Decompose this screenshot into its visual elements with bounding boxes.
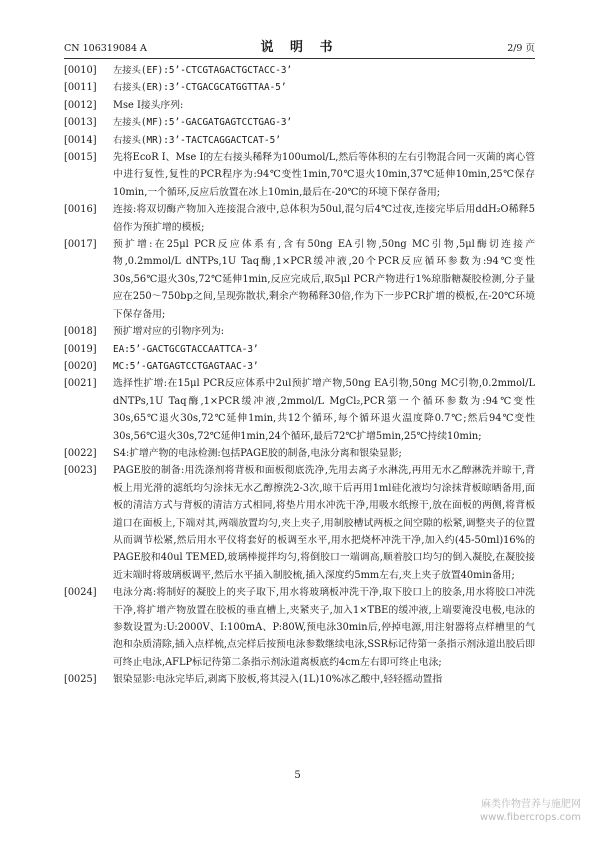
paragraph-text: 银染显影:电泳完毕后,剥离下胶板,将其浸入(1L)10%冰乙酸中,轻轻摇动置指 — [113, 674, 443, 686]
paragraph — [64, 584, 535, 671]
document-body — [64, 62, 535, 689]
paragraph-number: [0019] — [64, 343, 97, 355]
paragraph-text: EA:5’-GACTGCGTACCAATTCA-3’ — [113, 343, 259, 355]
paragraph-number: [0015] — [64, 152, 97, 164]
paragraph — [64, 201, 535, 236]
paragraph-number: [0013] — [64, 117, 97, 129]
paragraph — [64, 79, 535, 96]
watermark-site-name: 麻类作物营养与施肥网 — [481, 799, 581, 810]
paragraph — [64, 445, 535, 462]
page-header — [64, 36, 535, 59]
paragraph-text: 预扩增:在25μl PCR反应体系有,含有50ng EA引物,50ng MC引物,5μl酶切连接产物,0.2mmol/L dNTPs,1U Taq酶,1×PCR缓冲液,20个PCR反应循环参数为:94℃变性30s,56℃退火30s,72℃延伸1min,反应完成后,取5μl PCR产物进行1%琼脂糖凝胶检测,分子量应在250～750bp之间,呈现弥散状,剩余产物稀释30倍,作为下一步PCR扩增的模板,在-20℃环境下保存备用; — [113, 239, 535, 320]
paragraph-number: [0021] — [64, 378, 97, 390]
page-number: 5 — [294, 770, 301, 781]
paragraph — [64, 671, 535, 688]
paragraph — [64, 114, 535, 131]
paragraph-number: [0018] — [64, 326, 97, 338]
paragraph-text: 左接头(EF):5’-CTCGTAGACTGCTACC-3’ — [113, 65, 293, 76]
document-title: 说 明 书 — [260, 40, 339, 55]
paragraph-number: [0016] — [64, 204, 97, 216]
paragraph-text: 预扩增对应的引物序列为: — [113, 326, 225, 338]
paragraph-text: 右接头(MR):3’-TACTCAGGACTCAT-5’ — [113, 134, 281, 146]
paragraph — [64, 462, 535, 584]
paragraph-text: 左接头(MF):5’-GACGATGAGTCCTGAG-3’ — [113, 117, 293, 129]
paragraph-number: [0023] — [64, 465, 97, 477]
paragraph-text: 先将EcoR Ⅰ、Mse Ⅰ的左右接头稀释为100umol/L,然后等体积的左右引物混合同一灭菌的离心管中进行复性,复性的PCR程序为:94℃变性1min,70℃退火10min,37℃延伸10min,25℃保存10min,一个循环,反应后放置在冰上10min,最后在-20℃的环境下保存备用; — [113, 152, 535, 198]
paragraph-number: [0024] — [64, 587, 97, 599]
paragraph-text: MC:5’-GATGAGTCCTGAGTAAC-3’ — [113, 360, 259, 372]
paragraph — [64, 149, 535, 201]
paragraph-text: 电泳分离:将制好的凝胶上的夹子取下,用水将玻璃板冲洗干净,取下胶口上的胶条,用水将胶口冲洗干净,将扩增产物放置在胶板的垂直槽上,夹紧夹子,加入1×TBE的缓冲液,上端要淹没电极,电泳的参数设置为:U:2000V、I:100mA、P:80W,预电泳30min后,停掉电源,用注射器将点样槽里的气泡和杂质清除,插入点样梳,点完样后按预电泳参数继续电泳,SSR标记待第一条指示剂泳道出胶后即可终止电泳,AFLP标记待第二条指示剂泳道离板底约4cm左右即可终止电泳; — [113, 587, 535, 668]
paragraph — [64, 236, 535, 323]
paragraph-text: 右接头(ER):3’-CTGACGCATGGTTAA-5’ — [113, 82, 287, 94]
paragraph-text: 连接:将双切酶产物加入连接混合液中,总体积为50ul,混匀后4℃过夜,连接完毕后用ddH₂O稀释5倍作为预扩增的模板; — [113, 204, 535, 233]
page-indicator: 2/9 页 — [507, 43, 535, 54]
paragraph — [64, 132, 535, 149]
watermark-url: www.fibercrops.com — [479, 812, 581, 823]
paragraph — [64, 323, 535, 340]
paragraph-number: [0011] — [64, 82, 97, 94]
paragraph-number: [0010] — [64, 65, 97, 76]
paragraph-number: [0020] — [64, 360, 97, 372]
watermark — [480, 798, 581, 824]
paragraph-text: 选择性扩增:在15μl PCR反应体系中2ul预扩增产物,50ng EA引物,50ng MC引物,0.2mmol/L dNTPs,1U Taq酶,1×PCR缓冲液,2mmol/L MgCl₂,PCR第一个循环参数为:94℃变性30s,65℃退火30s,72℃延伸1min,共12个循环,每个循环退火温度降0.7℃;然后94℃变性30s,56℃退火30s,72℃延伸1min,24个循环,最后72℃扩增5min,25℃持续10min; — [113, 378, 535, 442]
paragraph-number: [0022] — [64, 447, 97, 459]
paragraph-number: [0012] — [64, 99, 97, 111]
paragraph — [64, 358, 535, 375]
paragraph-text: Mse Ⅰ接头序列: — [113, 99, 184, 111]
paragraph — [64, 97, 535, 114]
paragraph-number: [0025] — [64, 674, 97, 686]
paragraph — [64, 341, 535, 358]
paragraph-number: [0014] — [64, 134, 97, 146]
paragraph — [64, 62, 535, 79]
paragraph-number: [0017] — [64, 239, 97, 251]
paragraph-text: S4:扩增产物的电泳检测:包括PAGE胶的制备,电泳分离和银染显影; — [113, 447, 402, 459]
paragraph-text: PAGE胶的制备:用洗涤剂将背板和面板彻底洗净,先用去离子水淋洗,再用无水乙醇淋洗并晾干,背板上用光滑的滤纸均匀涂抹无水乙醇擦洗2-3次,晾干后再用1ml硅化液均匀涂抹背板晾晒备用,面板的清洁方式与背板的清洁方式相同,将垫片用水冲洗干净,用吸水纸擦干,放在面板的两侧,将背板道口在面板上,下端对其,两端放置均匀,夹上夹子,用制胶槽试两板之间空隙的松紧,调整夹子的位置从而调节松紧,然后用水平仪将套好的板调至水平,用水把烧杯冲洗干净,加入约(45-50ml)16%的PAGE胶和40ul TEMED,玻璃棒搅拌均匀,将倒胶口一端调高,顺着胶口均匀的倒入凝胶,在凝胶接近末端时将玻璃板调平,然后水平插入制胶梳,插入深度约5mm左右,夹上夹子放置40min备用; — [113, 465, 535, 581]
publication-number: CN 106319084 A — [64, 43, 147, 54]
paragraph — [64, 375, 535, 445]
